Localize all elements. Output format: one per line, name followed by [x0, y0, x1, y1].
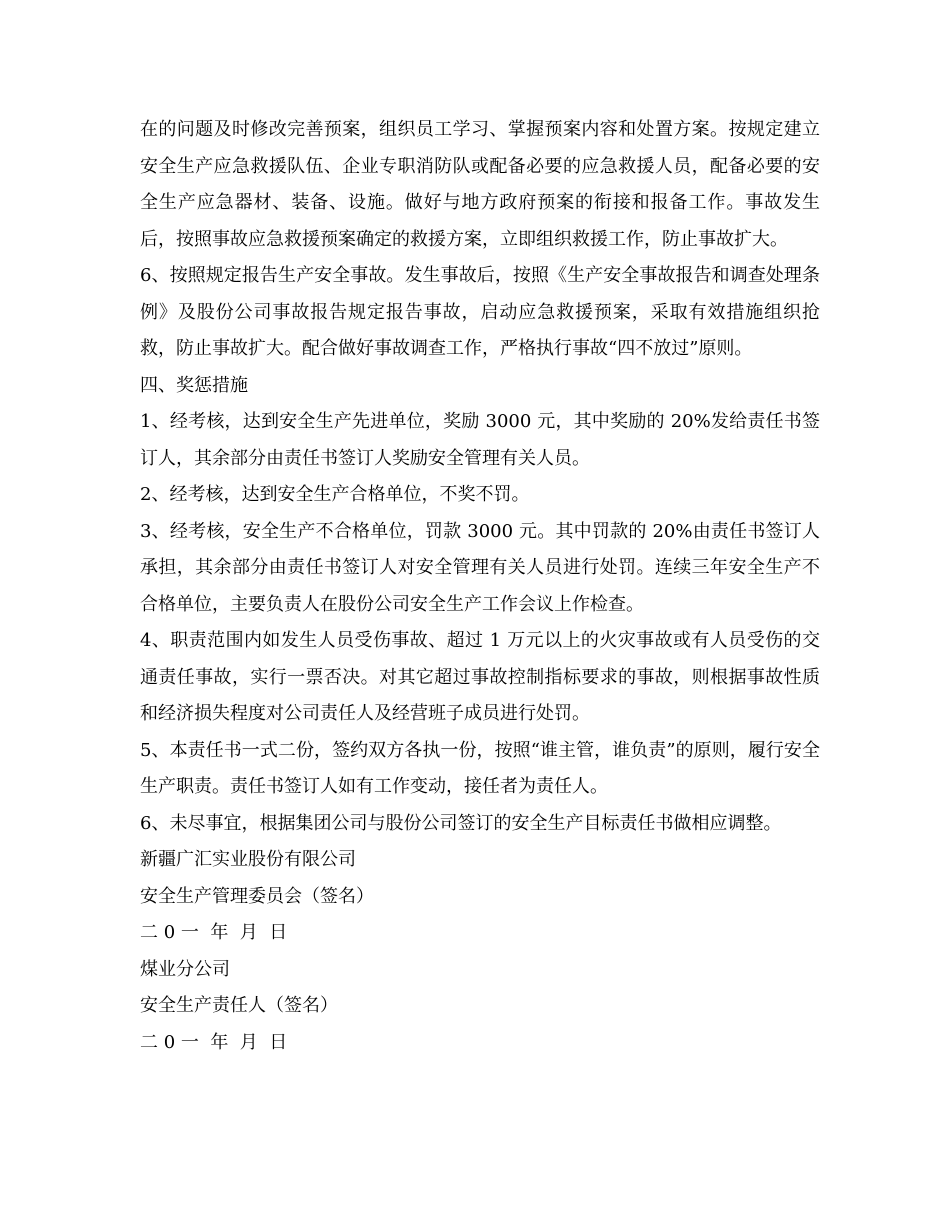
party-b-company: 煤业分公司 — [140, 958, 230, 980]
paragraph-copies: 5、本责任书一式二份，签约双方各执一份，按照“谁主管，谁负责”的原则，履行安全生产职责。责任书签订人如有工作变动，接任者为责任人。 — [140, 739, 820, 797]
document-body — [140, 112, 820, 1061]
party-b-signer: 安全生产责任人（签名） — [140, 995, 338, 1016]
party-a-signer: 安全生产管理委员会（签名） — [140, 885, 374, 907]
paragraph-penalty-unqualified: 3、经考核，安全生产不合格单位，罚款 3000 元。其中罚款的 20%由责任书签订人承担，其余部分由责任书签订人对安全管理有关人员进行处罚。连续三年安全生产不合格单位，主要负责人在股份公司安全生产工作会议上作检查。 — [140, 520, 820, 615]
paragraph-accident-report: 6、按照规定报告生产安全事故。发生事故后，按照《生产安全事故报告和调查处理条例》及股份公司事故报告规定报告事故，启动应急救援预案，采取有效措施组织抢救，防止事故扩大。配合做好事故调查工作，严格执行事故“四不放过”原则。 — [140, 265, 820, 359]
paragraph-adjustment: 6、未尽事宜，根据集团公司与股份公司签订的安全生产目标责任书做相应调整。 — [140, 812, 782, 834]
party-b-date: 二 0 一 年 月 日 — [140, 1031, 288, 1053]
paragraph-reward-advanced: 1、经考核，达到安全生产先进单位，奖励 3000 元，其中奖励的 20%发给责任书签订人，其余部分由责任书签订人奖励安全管理有关人员。 — [140, 411, 820, 469]
party-a-date: 二 0 一 年 月 日 — [140, 922, 288, 943]
section-heading-rewards-penalties: 四、奖惩措施 — [140, 374, 248, 396]
signature-block — [140, 842, 820, 1061]
paragraph-emergency-plan: 在的问题及时修改完善预案，组织员工学习、掌握预案内容和处置方案。按规定建立安全生产应急救援队伍、企业专职消防队或配备必要的应急救援人员，配备必要的安全生产应急器材、装备、设施。做好与地方政府预案的衔接和报备工作。事故发生后，按照事故应急救援预案确定的救援方案，立即组织救援工作，防止事故扩大。 — [140, 119, 820, 250]
paragraph-qualified: 2、经考核，达到安全生产合格单位，不奖不罚。 — [140, 484, 530, 505]
party-a-company: 新疆广汇实业股份有限公司 — [140, 849, 356, 870]
paragraph-veto: 4、职责范围内如发生人员受伤事故、超过 1 万元以上的火灾事故或有人员受伤的交通责任事故，实行一票否决。对其它超过事故控制指标要求的事故，则根据事故性质和经济损失程度对公司责任人及经营班子成员进行处罚。 — [140, 630, 820, 724]
